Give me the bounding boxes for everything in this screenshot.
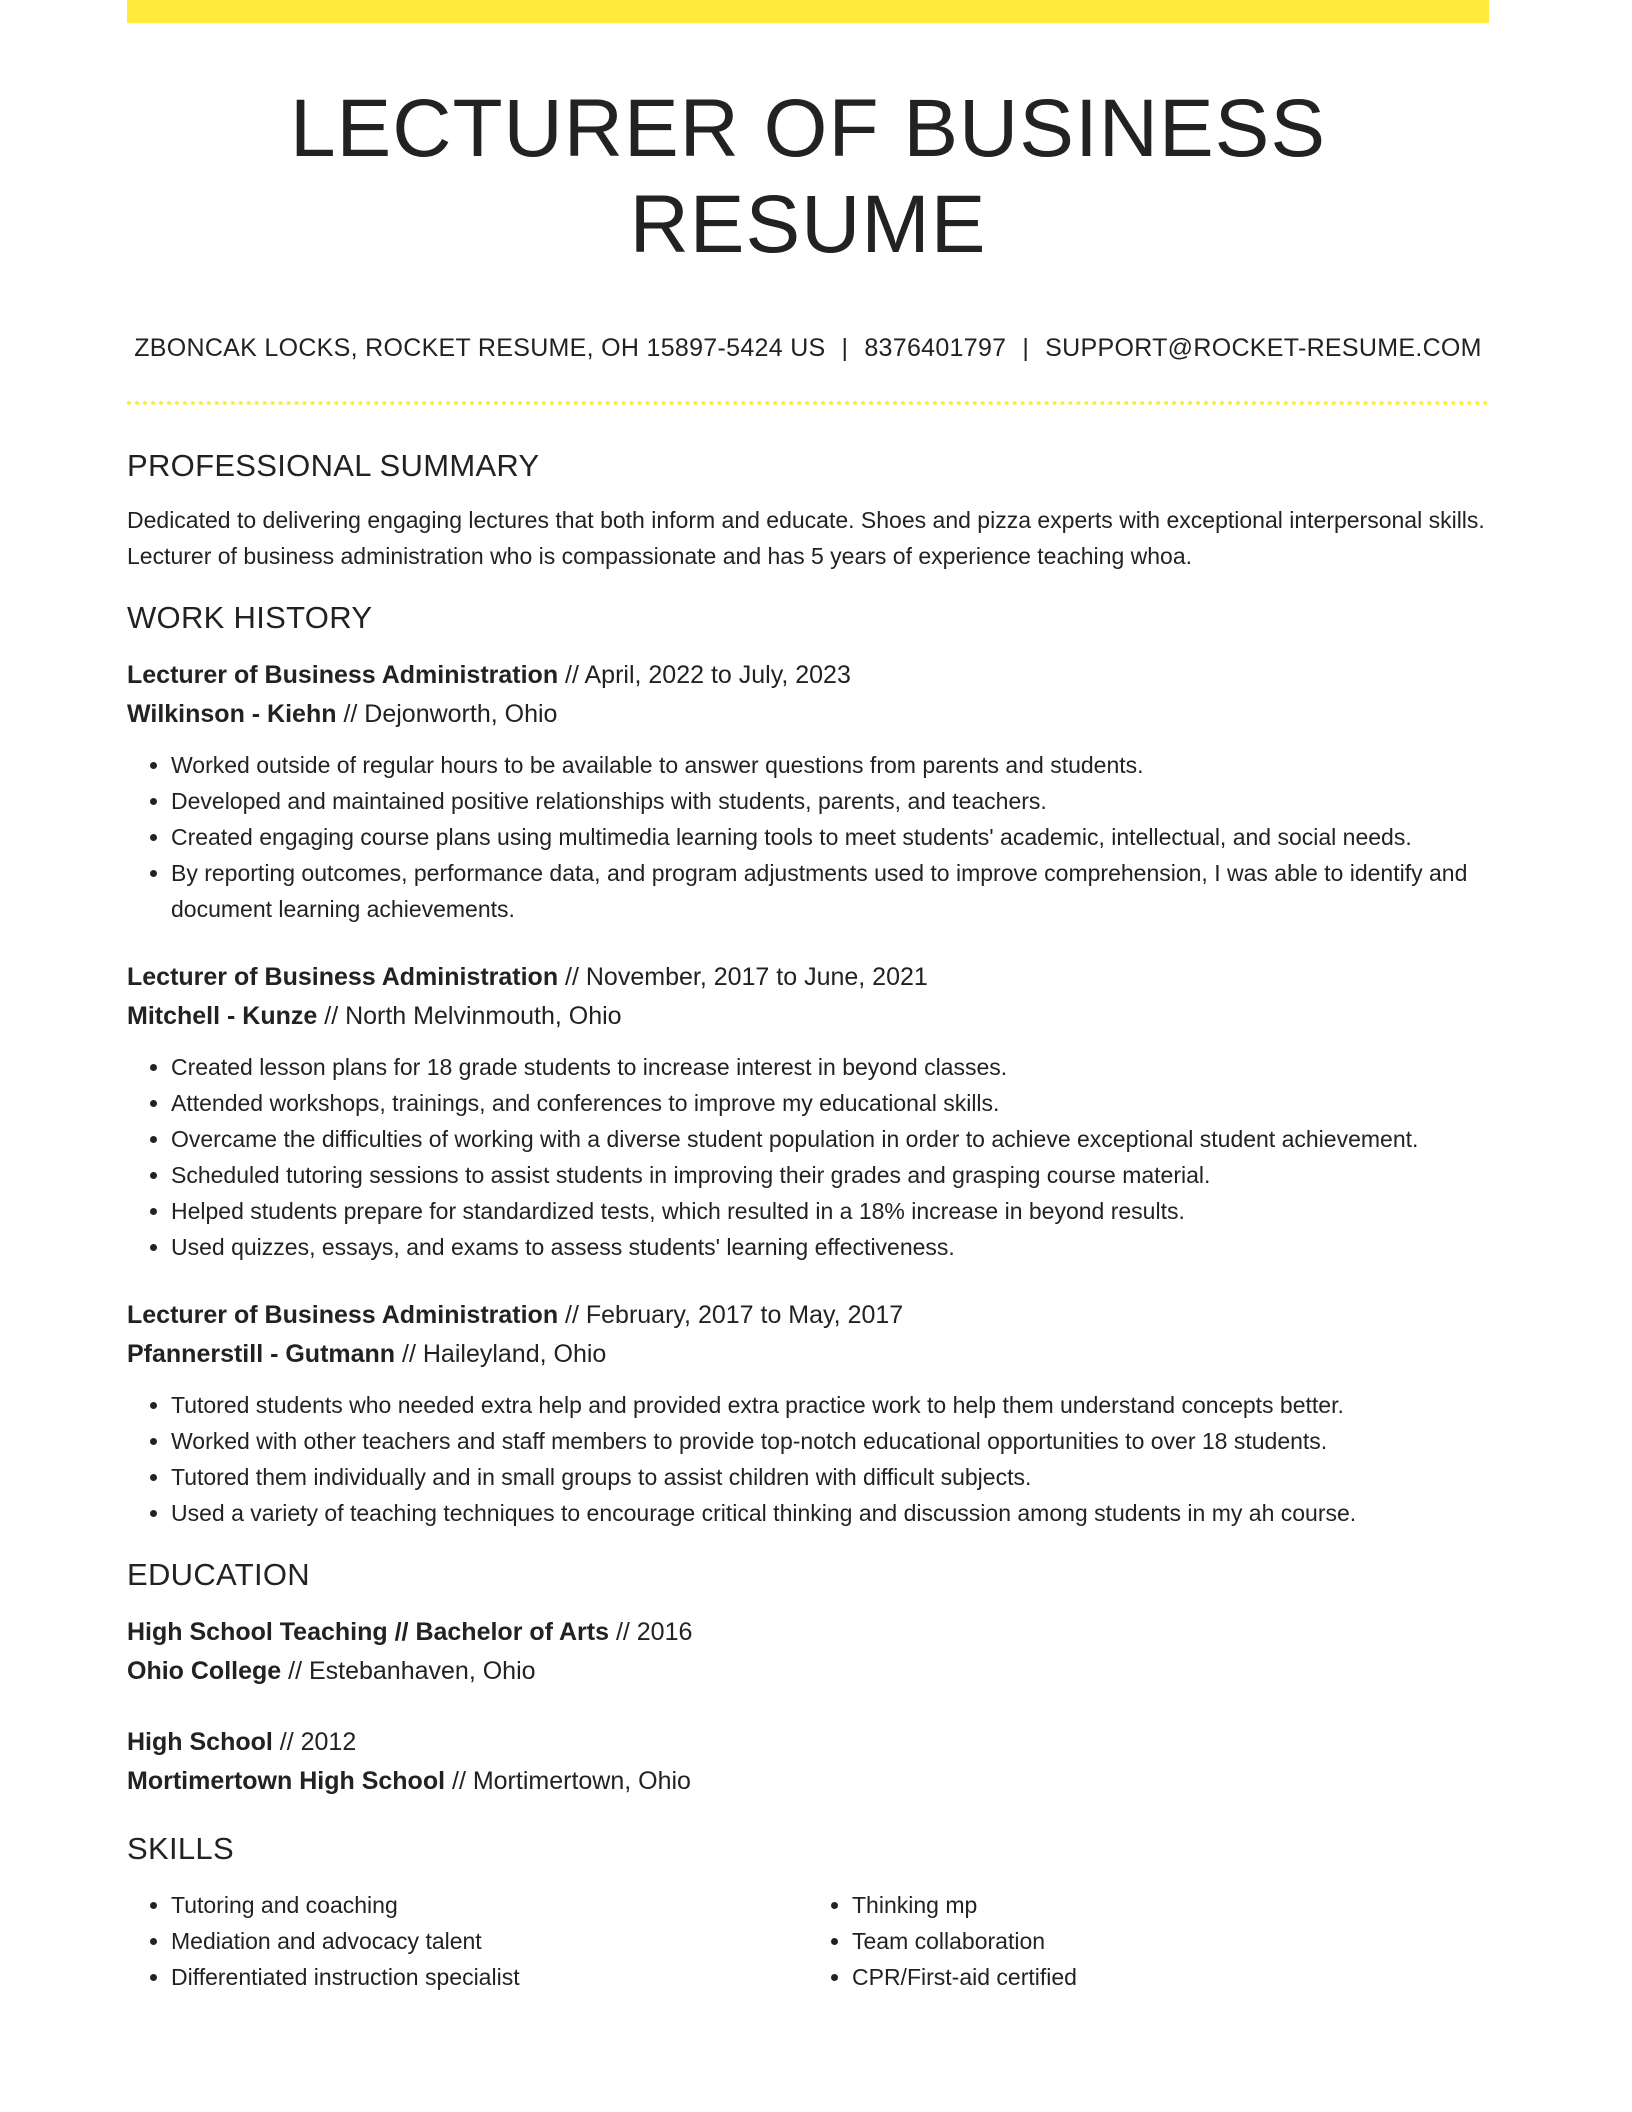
job-role-line bbox=[127, 958, 1489, 997]
education-heading: EDUCATION bbox=[127, 1557, 310, 1592]
list-item: • Created lesson plans for 18 grade students to increase interest in beyond classes. bbox=[171, 1049, 1489, 1085]
skills-columns bbox=[127, 1887, 1489, 1995]
list-item: • Thinking mp bbox=[852, 1887, 1489, 1923]
list-item: • Mediation and advocacy talent bbox=[171, 1923, 808, 1959]
list-item: • Used quizzes, essays, and exams to assess students' learning effectiveness. bbox=[171, 1229, 1489, 1265]
work-history-heading: WORK HISTORY bbox=[127, 600, 373, 635]
education-year: // 2012 bbox=[272, 1728, 357, 1756]
job-bullets bbox=[127, 1049, 1489, 1265]
resume-page bbox=[127, 0, 1489, 1995]
job-company-line bbox=[127, 1335, 1489, 1374]
job-entry bbox=[127, 1296, 1489, 1531]
list-item: • Worked outside of regular hours to be available to answer questions from parents and students. bbox=[171, 747, 1489, 783]
contact-email: SUPPORT@ROCKET-RESUME.COM bbox=[1045, 334, 1482, 362]
resume-title: LECTURER OF BUSINESS RESUME bbox=[289, 83, 1327, 270]
education-entry bbox=[127, 1613, 1489, 1691]
contact-phone: 8376401797 bbox=[864, 334, 1007, 362]
education-degree: High School bbox=[127, 1728, 273, 1756]
job-bullets bbox=[127, 1387, 1489, 1531]
education-school-line bbox=[127, 1762, 1489, 1801]
education-degree: High School Teaching // Bachelor of Arts bbox=[127, 1618, 609, 1646]
header-divider bbox=[127, 401, 1489, 405]
list-item: • Helped students prepare for standardized tests, which resulted in a 18% increase in beyond results. bbox=[171, 1193, 1489, 1229]
list-item: • Differentiated instruction specialist bbox=[171, 1959, 808, 1995]
job-role: Lecturer of Business Administration bbox=[127, 963, 559, 991]
list-item: • Team collaboration bbox=[852, 1923, 1489, 1959]
education-location: // Mortimertown, Ohio bbox=[445, 1767, 691, 1795]
list-item: • Created engaging course plans using multimedia learning tools to meet students' academic, intellectual, and social needs. bbox=[171, 819, 1489, 855]
skills-right-list bbox=[808, 1887, 1489, 1995]
list-item: • Tutored them individually and in small groups to assist children with difficult subjects. bbox=[171, 1459, 1489, 1495]
job-role-line bbox=[127, 1296, 1489, 1335]
summary-text: Dedicated to delivering engaging lectures that both inform and educate. Shoes and pizza experts with exceptional interpersonal skills. Lecturer of business administration who is compassionate and has 5 years of experience teaching whoa. bbox=[127, 507, 1485, 569]
list-item: • CPR/First-aid certified bbox=[852, 1959, 1489, 1995]
job-dates: // November, 2017 to June, 2021 bbox=[558, 963, 928, 991]
skills-heading: SKILLS bbox=[127, 1831, 234, 1866]
education-school: Ohio College bbox=[127, 1657, 282, 1685]
contact-separator: | bbox=[841, 334, 849, 362]
job-company: Pfannerstill - Gutmann bbox=[127, 1340, 396, 1368]
list-item: • Tutoring and coaching bbox=[171, 1887, 808, 1923]
education-degree-line bbox=[127, 1723, 1489, 1762]
list-item: • By reporting outcomes, performance data, and program adjustments used to improve comprehension, I was able to identify and document learning achievements. bbox=[171, 855, 1489, 927]
top-accent-bar bbox=[127, 0, 1489, 23]
job-dates: // February, 2017 to May, 2017 bbox=[558, 1301, 904, 1329]
job-company: Wilkinson - Kiehn bbox=[127, 700, 337, 728]
job-company: Mitchell - Kunze bbox=[127, 1002, 318, 1030]
list-item: • Scheduled tutoring sessions to assist students in improving their grades and grasping course material. bbox=[171, 1157, 1489, 1193]
list-item: • Tutored students who needed extra help and provided extra practice work to help them understand concepts better. bbox=[171, 1387, 1489, 1423]
contact-address: ZBONCAK LOCKS, ROCKET RESUME, OH 15897-5424 US bbox=[134, 334, 826, 362]
contact-line bbox=[127, 333, 1489, 363]
education-location: // Estebanhaven, Ohio bbox=[281, 1657, 536, 1685]
education-entry bbox=[127, 1723, 1489, 1801]
job-company-line bbox=[127, 997, 1489, 1036]
job-location: // Haileyland, Ohio bbox=[395, 1340, 607, 1368]
education-school: Mortimertown High School bbox=[127, 1767, 446, 1795]
list-item: • Used a variety of teaching techniques to encourage critical thinking and discussion among students in my ah course. bbox=[171, 1495, 1489, 1531]
education-year: // 2016 bbox=[609, 1618, 693, 1646]
skills-left-list bbox=[127, 1887, 808, 1995]
list-item: • Attended workshops, trainings, and conferences to improve my educational skills. bbox=[171, 1085, 1489, 1121]
education-degree-line bbox=[127, 1613, 1489, 1652]
job-role: Lecturer of Business Administration bbox=[127, 1301, 559, 1329]
job-entry bbox=[127, 656, 1489, 927]
job-role: Lecturer of Business Administration bbox=[127, 661, 559, 689]
job-role-line bbox=[127, 656, 1489, 695]
contact-separator: | bbox=[1022, 334, 1030, 362]
summary-heading: PROFESSIONAL SUMMARY bbox=[127, 448, 540, 483]
list-item: • Developed and maintained positive relationships with students, parents, and teachers. bbox=[171, 783, 1489, 819]
job-location: // Dejonworth, Ohio bbox=[336, 700, 558, 728]
job-dates: // April, 2022 to July, 2023 bbox=[558, 661, 851, 689]
list-item: • Overcame the difficulties of working with a diverse student population in order to achieve exceptional student achievement. bbox=[171, 1121, 1489, 1157]
job-entry bbox=[127, 958, 1489, 1265]
job-company-line bbox=[127, 695, 1489, 734]
list-item: • Worked with other teachers and staff members to provide top-notch educational opportunities to over 18 students. bbox=[171, 1423, 1489, 1459]
job-bullets bbox=[127, 747, 1489, 927]
education-school-line bbox=[127, 1652, 1489, 1691]
job-location: // North Melvinmouth, Ohio bbox=[317, 1002, 622, 1030]
